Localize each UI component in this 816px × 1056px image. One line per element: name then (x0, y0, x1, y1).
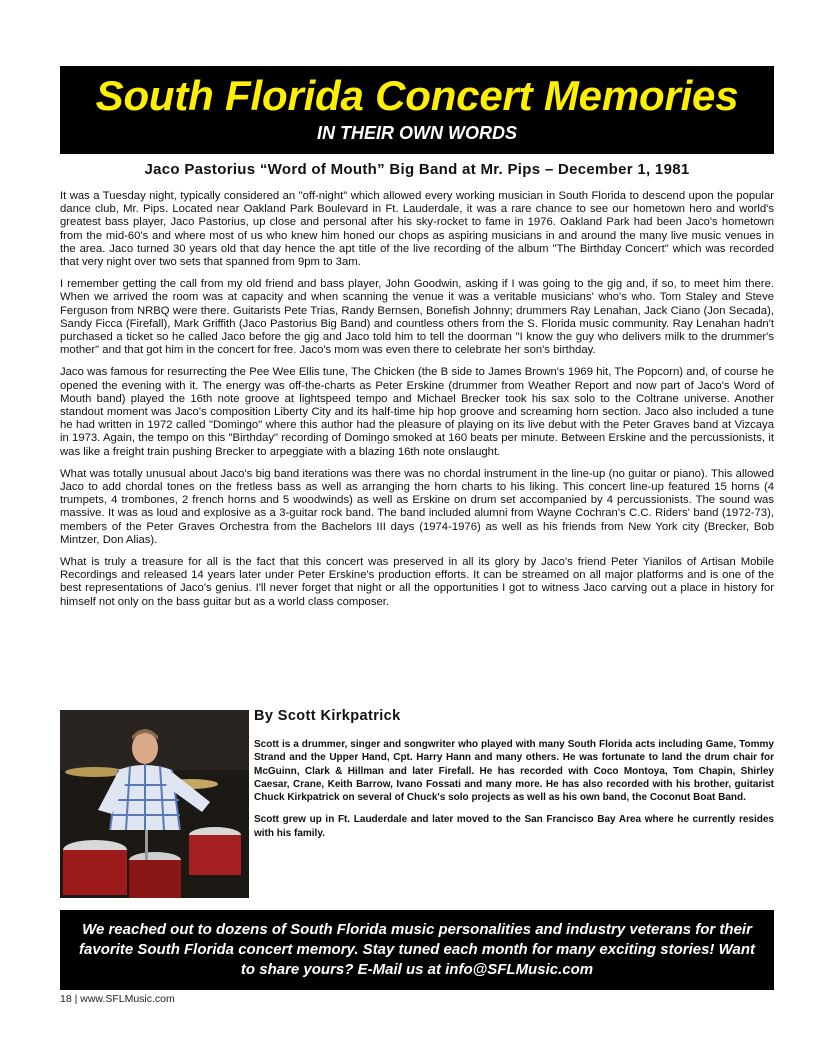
article-paragraph: What was totally unusual about Jaco's big band iterations was there was no chordal instrument in the line-up (no guitar or piano). This allowed Jaco to add chordal tones on the fretless bass as well as arranging the horn charts to his liking. This concert line-up featured 15 horns (4 trumpets, 4 trombones, 2 french horns and 5 woodwinds) as well as Erskine on drum set accompanied by 4 percussionists. The sound was massive. It was as loud and explosive as a 3-guitar rock band. The band included alumni from Wayne Cochran's C.C. Riders' band (1972-73), members of the Peter Graves Orchestra from the Bachelors III days (1974-1976) as well as his friends from New York city (Brecker, Bob Mintzer, Don Alias). (60, 467, 774, 546)
page-footer: 18 | www.SFLMusic.com (60, 993, 175, 1005)
bio-paragraph: Scott is a drummer, singer and songwriter who played with many South Florida acts including Game, Tommy Strand and the Upper Hand, Cpt. Harry Hann and many others. He was fortunate to land the drum chair for McGuinn, Clark & Hillman and later Firefall. He has recorded with Coco Montoya, Tom Chapin, Shirley Caesar, Crane, Keith Barrow, Ivano Fossati and many more. He has also recorded with his brother, guitarist Chuck Kirkpatrick on several of Chuck's solo projects as well as his own band, the Coconut Boat Band. (254, 739, 774, 804)
callout-box (60, 910, 774, 990)
header-banner (60, 66, 774, 154)
bio-paragraph: Scott grew up in Ft. Lauderdale and later moved to the San Francisco Bay Area where he currently resides with his family. (254, 814, 774, 839)
page-title: South Florida Concert Memories (95, 72, 739, 119)
author-byline: By Scott Kirkpatrick (254, 708, 401, 724)
author-bio (254, 738, 774, 849)
article-title: Jaco Pastorius “Word of Mouth” Big Band at Mr. Pips – December 1, 1981 (144, 161, 690, 178)
article-body (60, 190, 774, 618)
page-subtitle: IN THEIR OWN WORDS (317, 123, 517, 143)
drummer-illustration (60, 710, 249, 898)
article-paragraph: What is truly a treasure for all is the fact that this concert was preserved in all its glory by Jaco's friend Peter Yianilos of Artisan Mobile Recordings and released 14 years later under Peter Erskine's production efforts. It can be streamed on all major platforms and is one of the best representations of Jaco's genius. I'll never forget that night or all the opportunities I got to witness Jaco carving out a place in history for himself not only on the bass guitar but as a world class composer. (60, 556, 774, 608)
article-paragraph: I remember getting the call from my old friend and bass player, John Goodwin, asking if I was going to the gig and, if so, to meet him there. When we arrived the room was at capacity and when scanning the venue it was a veritable musicians' who's who. Tom Staley and Steve Ferguson from NRBQ were there. Guitarists Pete Trias, Randy Bernsen, Bonefish Johnny; drummers Ray Lenahan, Jack Ciano (Jon Secada), Sandy Ficca (Firefall), Mark Griffith (Jaco Pastorius Big Band) and countless others from the S. Florida music community. Ray Lenahan hadn't purchased a ticket so he called Jaco before the gig and Jaco told him to tell the doorman "I know the guy who delivers milk to the drummer's mother" and that got him in the concert for free. Jaco's mom was even there to celebrate her son's birthday. (60, 278, 774, 357)
callout-text: We reached out to dozens of South Florida music personalities and industry veterans for their favorite South Florida concert memory. Stay tuned each month for many exciting stories! Want to share yours? E-Mail us at info@SFLMusic.com (79, 921, 755, 978)
author-photo (60, 710, 249, 898)
article-paragraph: Jaco was famous for resurrecting the Pee Wee Ellis tune, The Chicken (the B side to James Brown's 1969 hit, The Popcorn) and, of course he opened the evening with it. The energy was off-the-charts as Peter Erskine (drummer from Weather Report and now part of Jaco's Word of Mouth band) played the 16th note groove at lightspeed tempo and Michael Brecker took his sax solo to the Coltrane universe. Another standout moment was Jaco's composition Liberty City and its half-time hip hop groove and screaming horn section. Jaco also included a tune he had written in 1972 called "Domingo" where this author had the pleasure of playing on its live debut with the Peter Graves band at Vizcaya in 1973. Again, the tempo on this "Birthday" recording of Domingo smoked at 160 beats per minute. Between Erskine and the percussionists, it was like a freight train pushing Brecker to arpeggiate with a blazing 16th note onslaught. (60, 366, 774, 458)
article-paragraph: It was a Tuesday night, typically considered an "off-night" which allowed every working musician in South Florida to descend upon the popular dance club, Mr. Pips. Located near Oakland Park Boulevard in Ft. Lauderdale, it was a rare chance to see our hometown hero and world's greatest bass player, Jaco Pastorius, up close and personal after his sky-rocket to fame in 1976. Oakland Park had been Jaco's hometown from the mid-60's and where most of us who knew him honed our chops as aspiring musicians in and around the many live music venues in the area. Jaco turned 30 years old that day hence the apt title of the live recording of the album "The Birthday Concert" which was recorded that very night over two sets that spanned from 9pm to 3am. (60, 190, 774, 269)
